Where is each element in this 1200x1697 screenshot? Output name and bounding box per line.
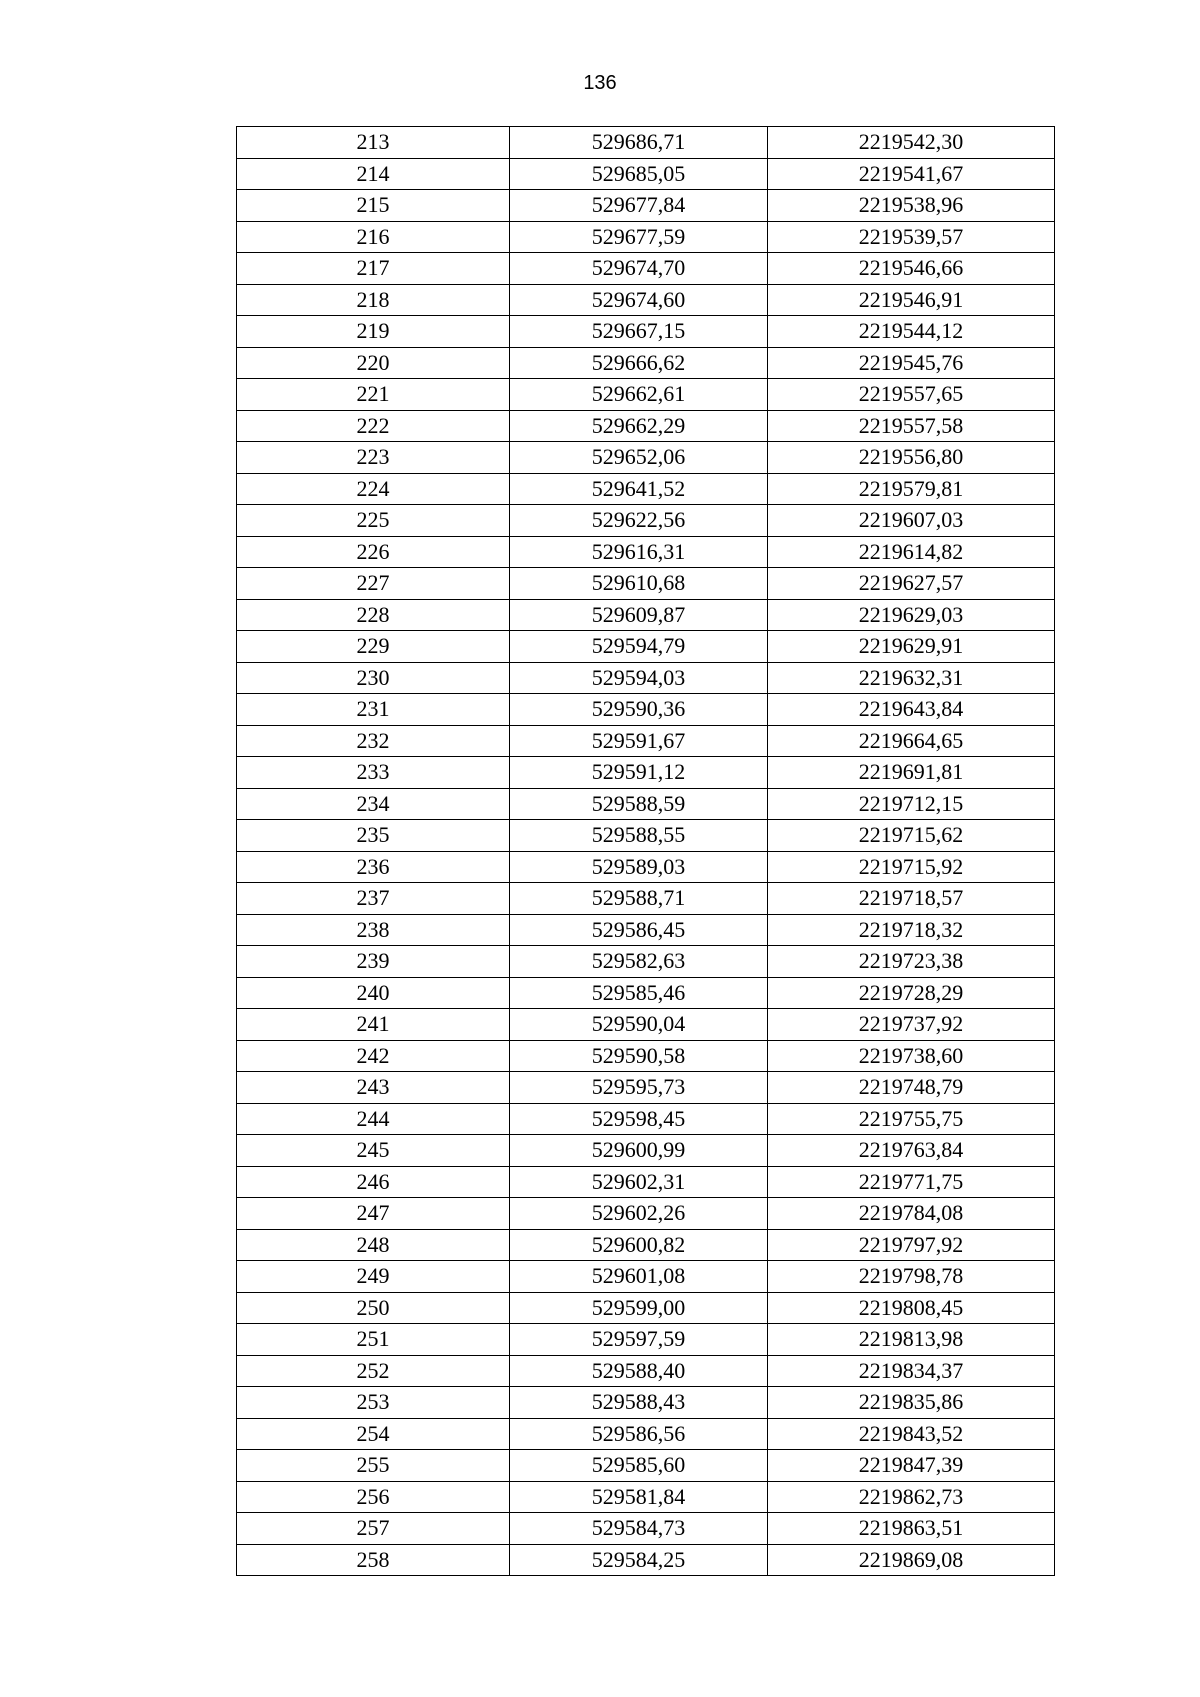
point-number-cell: 256 [237, 1481, 510, 1513]
y-coordinate-cell: 2219546,66 [768, 253, 1055, 285]
point-number-cell: 238 [237, 914, 510, 946]
x-coordinate-cell: 529641,52 [510, 473, 768, 505]
y-coordinate-cell: 2219834,37 [768, 1355, 1055, 1387]
point-number-cell: 258 [237, 1544, 510, 1576]
y-coordinate-cell: 2219728,29 [768, 977, 1055, 1009]
x-coordinate-cell: 529652,06 [510, 442, 768, 474]
table-row [237, 410, 1055, 442]
x-coordinate-cell: 529686,71 [510, 127, 768, 159]
x-coordinate-cell: 529585,46 [510, 977, 768, 1009]
x-coordinate-cell: 529588,55 [510, 820, 768, 852]
point-number-cell: 233 [237, 757, 510, 789]
table-row [237, 1009, 1055, 1041]
x-coordinate-cell: 529581,84 [510, 1481, 768, 1513]
point-number-cell: 254 [237, 1418, 510, 1450]
x-coordinate-cell: 529622,56 [510, 505, 768, 537]
point-number-cell: 234 [237, 788, 510, 820]
y-coordinate-cell: 2219715,92 [768, 851, 1055, 883]
point-number-cell: 244 [237, 1103, 510, 1135]
y-coordinate-cell: 2219542,30 [768, 127, 1055, 159]
y-coordinate-cell: 2219835,86 [768, 1387, 1055, 1419]
page-number: 136 [583, 72, 617, 94]
point-number-cell: 257 [237, 1513, 510, 1545]
point-number-cell: 219 [237, 316, 510, 348]
x-coordinate-cell: 529602,26 [510, 1198, 768, 1230]
x-coordinate-cell: 529585,60 [510, 1450, 768, 1482]
point-number-cell: 218 [237, 284, 510, 316]
x-coordinate-cell: 529662,61 [510, 379, 768, 411]
point-number-cell: 228 [237, 599, 510, 631]
table-row [237, 127, 1055, 159]
table-row [237, 536, 1055, 568]
table-row [237, 1292, 1055, 1324]
table-row [237, 1261, 1055, 1293]
point-number-cell: 251 [237, 1324, 510, 1356]
x-coordinate-cell: 529667,15 [510, 316, 768, 348]
table-row [237, 851, 1055, 883]
x-coordinate-cell: 529597,59 [510, 1324, 768, 1356]
y-coordinate-cell: 2219629,91 [768, 631, 1055, 663]
x-coordinate-cell: 529588,40 [510, 1355, 768, 1387]
table-row [237, 1418, 1055, 1450]
x-coordinate-cell: 529591,12 [510, 757, 768, 789]
y-coordinate-cell: 2219771,75 [768, 1166, 1055, 1198]
x-coordinate-cell: 529588,71 [510, 883, 768, 915]
x-coordinate-cell: 529677,84 [510, 190, 768, 222]
table-row [237, 694, 1055, 726]
table-row [237, 1513, 1055, 1545]
y-coordinate-cell: 2219718,57 [768, 883, 1055, 915]
point-number-cell: 230 [237, 662, 510, 694]
table-row [237, 221, 1055, 253]
y-coordinate-cell: 2219869,08 [768, 1544, 1055, 1576]
point-number-cell: 253 [237, 1387, 510, 1419]
point-number-cell: 231 [237, 694, 510, 726]
table-row [237, 757, 1055, 789]
table-row [237, 379, 1055, 411]
point-number-cell: 223 [237, 442, 510, 474]
x-coordinate-cell: 529610,68 [510, 568, 768, 600]
x-coordinate-cell: 529685,05 [510, 158, 768, 190]
y-coordinate-cell: 2219614,82 [768, 536, 1055, 568]
point-number-cell: 252 [237, 1355, 510, 1387]
table-row [237, 1103, 1055, 1135]
x-coordinate-cell: 529662,29 [510, 410, 768, 442]
x-coordinate-cell: 529599,00 [510, 1292, 768, 1324]
point-number-cell: 236 [237, 851, 510, 883]
y-coordinate-cell: 2219556,80 [768, 442, 1055, 474]
point-number-cell: 225 [237, 505, 510, 537]
point-number-cell: 248 [237, 1229, 510, 1261]
x-coordinate-cell: 529590,58 [510, 1040, 768, 1072]
x-coordinate-cell: 529595,73 [510, 1072, 768, 1104]
table-row [237, 725, 1055, 757]
y-coordinate-cell: 2219629,03 [768, 599, 1055, 631]
point-number-cell: 227 [237, 568, 510, 600]
y-coordinate-cell: 2219813,98 [768, 1324, 1055, 1356]
point-number-cell: 215 [237, 190, 510, 222]
y-coordinate-cell: 2219545,76 [768, 347, 1055, 379]
y-coordinate-cell: 2219643,84 [768, 694, 1055, 726]
y-coordinate-cell: 2219557,58 [768, 410, 1055, 442]
point-number-cell: 250 [237, 1292, 510, 1324]
y-coordinate-cell: 2219737,92 [768, 1009, 1055, 1041]
point-number-cell: 242 [237, 1040, 510, 1072]
table-row [237, 568, 1055, 600]
y-coordinate-cell: 2219546,91 [768, 284, 1055, 316]
y-coordinate-cell: 2219712,15 [768, 788, 1055, 820]
point-number-cell: 229 [237, 631, 510, 663]
x-coordinate-cell: 529588,59 [510, 788, 768, 820]
table-row [237, 1324, 1055, 1356]
point-number-cell: 224 [237, 473, 510, 505]
y-coordinate-cell: 2219862,73 [768, 1481, 1055, 1513]
x-coordinate-cell: 529600,99 [510, 1135, 768, 1167]
point-number-cell: 240 [237, 977, 510, 1009]
y-coordinate-cell: 2219798,78 [768, 1261, 1055, 1293]
table-row [237, 1544, 1055, 1576]
table-row [237, 253, 1055, 285]
table-row [237, 190, 1055, 222]
table-row [237, 1229, 1055, 1261]
table-row [237, 1481, 1055, 1513]
y-coordinate-cell: 2219538,96 [768, 190, 1055, 222]
y-coordinate-cell: 2219718,32 [768, 914, 1055, 946]
table-row [237, 914, 1055, 946]
table-row [237, 1135, 1055, 1167]
table-row [237, 1355, 1055, 1387]
x-coordinate-cell: 529584,73 [510, 1513, 768, 1545]
x-coordinate-cell: 529616,31 [510, 536, 768, 568]
coordinates-table-body [237, 127, 1055, 1576]
y-coordinate-cell: 2219784,08 [768, 1198, 1055, 1230]
x-coordinate-cell: 529590,36 [510, 694, 768, 726]
x-coordinate-cell: 529594,03 [510, 662, 768, 694]
table-row [237, 1198, 1055, 1230]
y-coordinate-cell: 2219607,03 [768, 505, 1055, 537]
table-row [237, 1450, 1055, 1482]
point-number-cell: 241 [237, 1009, 510, 1041]
point-number-cell: 255 [237, 1450, 510, 1482]
y-coordinate-cell: 2219808,45 [768, 1292, 1055, 1324]
table-row [237, 820, 1055, 852]
table-row [237, 788, 1055, 820]
y-coordinate-cell: 2219843,52 [768, 1418, 1055, 1450]
y-coordinate-cell: 2219557,65 [768, 379, 1055, 411]
x-coordinate-cell: 529677,59 [510, 221, 768, 253]
point-number-cell: 221 [237, 379, 510, 411]
y-coordinate-cell: 2219748,79 [768, 1072, 1055, 1104]
table-row [237, 505, 1055, 537]
point-number-cell: 245 [237, 1135, 510, 1167]
point-number-cell: 243 [237, 1072, 510, 1104]
y-coordinate-cell: 2219579,81 [768, 473, 1055, 505]
x-coordinate-cell: 529601,08 [510, 1261, 768, 1293]
y-coordinate-cell: 2219664,65 [768, 725, 1055, 757]
point-number-cell: 247 [237, 1198, 510, 1230]
table-row [237, 473, 1055, 505]
point-number-cell: 220 [237, 347, 510, 379]
y-coordinate-cell: 2219847,39 [768, 1450, 1055, 1482]
y-coordinate-cell: 2219723,38 [768, 946, 1055, 978]
x-coordinate-cell: 529609,87 [510, 599, 768, 631]
y-coordinate-cell: 2219541,67 [768, 158, 1055, 190]
x-coordinate-cell: 529674,60 [510, 284, 768, 316]
coordinates-table [236, 126, 1055, 1576]
table-row [237, 631, 1055, 663]
table-row [237, 1072, 1055, 1104]
point-number-cell: 249 [237, 1261, 510, 1293]
table-row [237, 284, 1055, 316]
table-row [237, 316, 1055, 348]
table-row [237, 946, 1055, 978]
point-number-cell: 239 [237, 946, 510, 978]
y-coordinate-cell: 2219715,62 [768, 820, 1055, 852]
point-number-cell: 214 [237, 158, 510, 190]
x-coordinate-cell: 529600,82 [510, 1229, 768, 1261]
x-coordinate-cell: 529589,03 [510, 851, 768, 883]
x-coordinate-cell: 529598,45 [510, 1103, 768, 1135]
y-coordinate-cell: 2219863,51 [768, 1513, 1055, 1545]
table-row [237, 883, 1055, 915]
point-number-cell: 226 [237, 536, 510, 568]
point-number-cell: 235 [237, 820, 510, 852]
table-row [237, 347, 1055, 379]
x-coordinate-cell: 529594,79 [510, 631, 768, 663]
table-row [237, 977, 1055, 1009]
x-coordinate-cell: 529591,67 [510, 725, 768, 757]
x-coordinate-cell: 529588,43 [510, 1387, 768, 1419]
y-coordinate-cell: 2219691,81 [768, 757, 1055, 789]
point-number-cell: 222 [237, 410, 510, 442]
y-coordinate-cell: 2219539,57 [768, 221, 1055, 253]
point-number-cell: 217 [237, 253, 510, 285]
point-number-cell: 246 [237, 1166, 510, 1198]
table-row [237, 1166, 1055, 1198]
table-row [237, 662, 1055, 694]
x-coordinate-cell: 529602,31 [510, 1166, 768, 1198]
x-coordinate-cell: 529674,70 [510, 253, 768, 285]
x-coordinate-cell: 529584,25 [510, 1544, 768, 1576]
point-number-cell: 237 [237, 883, 510, 915]
x-coordinate-cell: 529590,04 [510, 1009, 768, 1041]
y-coordinate-cell: 2219755,75 [768, 1103, 1055, 1135]
y-coordinate-cell: 2219627,57 [768, 568, 1055, 600]
table-row [237, 599, 1055, 631]
y-coordinate-cell: 2219544,12 [768, 316, 1055, 348]
x-coordinate-cell: 529586,56 [510, 1418, 768, 1450]
point-number-cell: 213 [237, 127, 510, 159]
y-coordinate-cell: 2219797,92 [768, 1229, 1055, 1261]
y-coordinate-cell: 2219763,84 [768, 1135, 1055, 1167]
x-coordinate-cell: 529586,45 [510, 914, 768, 946]
y-coordinate-cell: 2219738,60 [768, 1040, 1055, 1072]
x-coordinate-cell: 529582,63 [510, 946, 768, 978]
point-number-cell: 232 [237, 725, 510, 757]
x-coordinate-cell: 529666,62 [510, 347, 768, 379]
y-coordinate-cell: 2219632,31 [768, 662, 1055, 694]
table-row [237, 1387, 1055, 1419]
table-row [237, 1040, 1055, 1072]
table-row [237, 442, 1055, 474]
point-number-cell: 216 [237, 221, 510, 253]
table-row [237, 158, 1055, 190]
